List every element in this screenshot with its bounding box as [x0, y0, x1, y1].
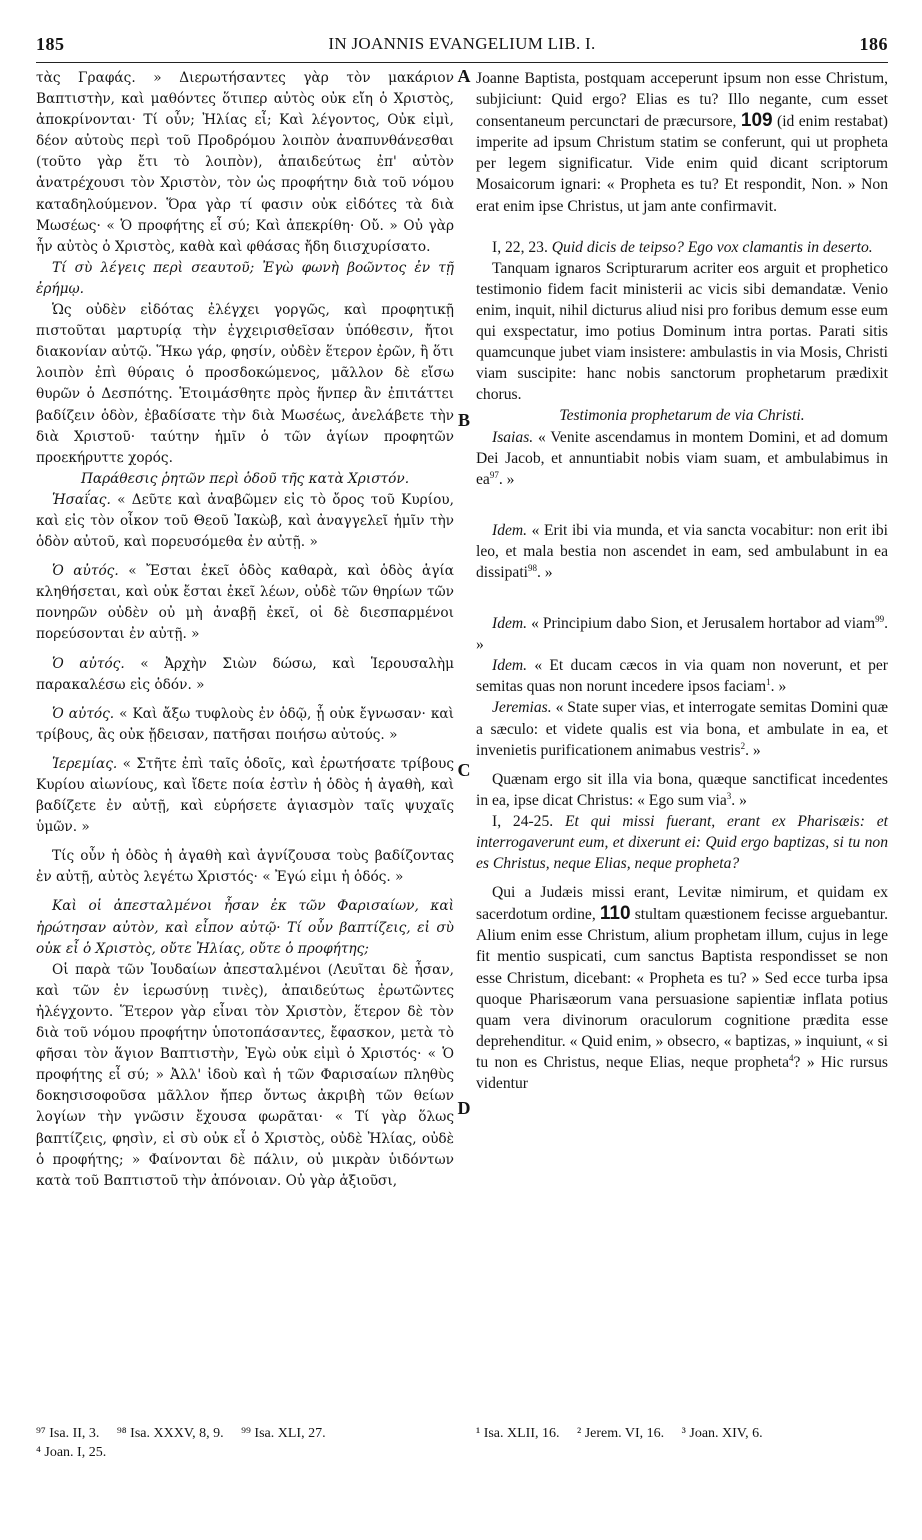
- quote-text: « Καὶ ἄξω τυφλοὺς ἐν ὁδῷ, ᾗ οὐκ ἔγνωσαν· καὶ τρίβους, ἃς οὐκ ᾔδεισαν, πατῆσαι ποιήσω αὐτούς. »: [36, 705, 454, 743]
- speaker-label: Ὁ αὐτός.: [52, 705, 115, 722]
- latin-lemma: [476, 237, 888, 258]
- greek-paragraph: τὰς Γραφάς. » Διερωτήσαντες γὰρ τὸν μακάριον Βαπτιστὴν, καὶ μαθόντες ὅτιπερ αὐτὸς οὐκ εἴη ὁ Χριστὸς, ἀποκρίνονται· Τί οὖν; Ἠλίας εἶ; Καὶ λέγοντος, Οὐκ εἰμὶ, δέον αὐτοὺς περὶ τοῦ Προδρόμου λοιπὸν ἀναπυνθάνεσθαι (τοῦτο γὰρ ἔτι τὸ λοιπὸν), ἀπαιδεύτως ἐπ' αὐτὸν ἀνατρέχουσι τὸν Χριστὸν, τὸν ὡς προφήτην διὰ τοῦ νόμου καταδηλούμενον. Ὅρα γὰρ τί φασιν οὐκ εἰδότες τὰ διὰ Μωσέως· « Ὁ προφήτης εἶ σύ; Καὶ ἀπεκρίθη· Οὔ. » Οὐ γὰρ ἦν αὐτὸς ὁ Χριστὸς, καθὰ καὶ φθάσας ἤδη διισχυρίσατο.: [36, 70, 454, 255]
- greek-quote-jeremias: [36, 754, 454, 838]
- margin-marker-c: C: [457, 760, 471, 780]
- greek-paragraph: Τίς οὖν ἡ ὁδὸς ἡ ἀγαθὴ καὶ ἁγνίζουσα τοὺς βαδίζοντας ἐν αὐτῇ, αὐτὸς λεγέτω Χριστός· « Ἐγώ εἰμι ἡ ὁδός. »: [36, 848, 454, 886]
- latin-paragraph: Tanquam ignaros Scripturarum acriter eos arguit et prophetico testimonio fidem facit ministerii ac vicis sibi demandatæ. Venio enim, inquit, nihil dicturus aliud nisi pro foribus demum esse eum qui exspectatur, imo potius Dominum intra portas. Parati sitis quamcunque jubet viam insistere: ambulastis in via Mosis, Christi viam suscipite: hanc nobis sanctorum prophetarum prædixit chorus.: [476, 259, 888, 404]
- latin-lemma: [476, 811, 888, 874]
- quote-end: . »: [498, 470, 515, 488]
- speaker-label: Ἡσαΐας.: [52, 491, 111, 508]
- quote-text: « Principium dabo Sion, et Jerusalem hortabor ad viam: [531, 615, 876, 633]
- quote-text: « State super vias, et interrogate semitas Domini quæ a sæculo: et videte qualis est via bona, et ambulate in ea, et invenietis purificationem animabus vestris: [476, 699, 888, 759]
- quote-text: « Δεῦτε καὶ ἀναβῶμεν εἰς τὸ ὄρος τοῦ Κυρίου, καὶ εἰς τὸν οἶκον τοῦ Θεοῦ Ἰακὼβ, καὶ ἀναγγελεῖ ἡμῖν τὴν ὁδὸν αὐτοῦ, καὶ πορευσόμεθα ἐν αὐτῇ. »: [36, 491, 454, 551]
- quote-text: « Ἔσται ἐκεῖ ὁδὸς καθαρὰ, καὶ ὁδὸς ἁγία κληθήσεται, καὶ οὐκ ἔσται ἐκεῖ λέων, οὐδὲ τῶν θηρίων τῶν πονηρῶν οὐδὲν οὐ μὴ ἀναβῇ ἐκεῖ, οἱ δὲ διεσπαρμένοι πορεύσονται ἐν αὐτῇ. »: [36, 563, 454, 643]
- lemma-text: Et qui missi fuerant, erant ex Pharisæis: et interrogaverunt eum, et dixerunt ei: Quid ergo baptizas, si tu non es Christus, neque Elias, neque propheta?: [476, 812, 888, 873]
- running-title: IN JOANNIS EVANGELIUM LIB. I.: [328, 34, 596, 53]
- running-header: [36, 34, 888, 63]
- greek-paragraph: Οἱ παρὰ τῶν Ἰουδαίων ἀπεσταλμένοι (Λευῖται δὲ ἦσαν, καὶ τῶν ἐν ἱερωσύνῃ τινὲς), ἀπαιδεύτως ἐρωτῶντες ἠλέγχοντο. Ἕτερον γὰρ εἶναι τὸν Χριστὸν, ἕτερον δὲ τὸν διὰ τοῦ νόμου προφήτην ὑποτοπάσαντες, ἔφασκον, μετὰ τὸ φῆσαι τὸν ἅγιον Βαπτιστὴν, Ἐγὼ οὐκ εἰμὶ ὁ Χριστός· « Ὁ προφήτης εἶ σύ; » Ἀλλ' ἰδοὺ καὶ ἡ τῶν Φαρισαίων πληθὺς δοκησισοφοῦσα μᾶλλον ἤπερ ὄντως ἀκριβὴ τῶν θείων λογίων τὴν γνῶσιν ἔχουσα φωρᾶται· « Τί γὰρ ὅλως βαπτίζεις, φησὶν, εἰ σὺ οὐκ εἶ ὁ Χριστὸς, οὐδὲ Ἠλίας, οὐδὲ ὁ προφήτης; » Φαίνονται δὲ πάλιν, οὐ μικρὰν ὑιδόντων κατὰ τοῦ Βαπτιστοῦ τὴν ἀπόνοιαν. Οὐ γὰρ ἀξιοῦσι,: [36, 961, 454, 1189]
- footnote: ⁴ Joan. I, 25.: [36, 1445, 107, 1460]
- greek-paragraph: Ὡς οὐδὲν εἰδότας ἐλέγχει γοργῶς, καὶ προφητικῇ πιστοῦται μαρτυρίᾳ τὴν ἐγχειρισθεῖσαν ὑπόθεσιν, ἤτοι διακονίαν αὐτῷ. Ἥκω γάρ, φησίν, οὐδὲν ἕτερον ἐρῶν, ἢ ὅτι λοιπὸν ἐπὶ θύραις ὁ προσδοκώμενος, μᾶλλον δὲ εἴσω θυρῶν ὁ Δεσπότης. Ἑτοιμάσθητε πρὸς ἥνπερ ἂν ἐπιτάττει βαδίζειν ὁδὸν, ἐβαδίσατε τὴν διὰ Μωσέως, ἀνελάβετε τὴν διὰ Χριστοῦ· ταύτην ἡμῖν ὁ τῶν ἁγίων προφητῶν προεκήρυττε χορός.: [36, 302, 454, 466]
- quote-text: « Στῆτε ἐπὶ ταῖς ὁδοῖς, καὶ ἐρωτήσατε τρίβους Κυρίου αἰωνίους, καὶ ἴδετε ποία ἐστὶν ἡ ὁδὸς ἡ ἀγαθὴ, καὶ βαδίζετε ἐν αὐτῇ, καὶ εὑρήσετε ἁγιασμὸν ταῖς ψυχαῖς ὑμῶν. »: [36, 755, 454, 836]
- latin-quote-isaias: [476, 427, 888, 490]
- latin-text: Quænam ergo sit illa via bona, quæque sanctificat incedentes in ea, ipse dicat Christus: « Ego sum via: [476, 770, 888, 809]
- footnote-ref: 4: [789, 1052, 794, 1063]
- footnote: ⁹⁷ Isa. II, 3.: [36, 1426, 100, 1441]
- latin-text: (id enim restabat) imperite ad ipsum Christum statim se conferunt, qui ut propheta per legem significatur. Vide enim quid dicant scriptorum Mosaicorum ignari: « Propheta es tu? Et respondit, Non. » Non erat enim ipse Christus, ut jam ante confirmavit.: [476, 113, 889, 215]
- latin-paragraph: [476, 882, 888, 1094]
- quote-text: « Erit ibi via munda, et via sancta vocabitur: non erit ibi leo, et mala bestia non ascendet in eam, sed ambulabunt in ea dissipati: [476, 521, 888, 581]
- footnote: ¹ Isa. XLII, 16.: [476, 1426, 560, 1441]
- latin-section-heading: Testimonia prophetarum de via Christi.: [559, 407, 805, 425]
- latin-quote-idem: [476, 520, 888, 583]
- latin-text: stultam quæstionem fecisse arguebantur. Alium enim esse Christum, alium prophetam illum, cujus in lege fit mentio suspicati, cum sanctus Baptista respondisset se non esse Christum, dicebant: « Propheta es tu? » Sed ecce turba ipsa quoque Pharisæorum vana persuasione sapientiæ inflata potius quam vera divinorum oraculorum cognitione prædita esse deprehenditur. « Quid enim, » obsecro, « baptizas, » inquiunt, « si tu non es Christus, neque Elias, neque propheta: [476, 906, 889, 1071]
- greek-footnotes: [36, 1424, 454, 1462]
- greek-lemma: Τί σὺ λέγεις περὶ σεαυτοῦ; Ἐγὼ φωνὴ βοῶντος ἐν τῇ ἐρήμῳ.: [36, 259, 454, 297]
- speaker-label: Ἱερεμίας.: [52, 755, 118, 772]
- latin-text: Joanne Baptista, postquam acceperunt ipsum non esse Christum, subjiciunt: Quid ergo? Elias es tu? Illo negante, cum esset consentaneum percunctari de præcursore,: [476, 70, 888, 131]
- quote-text: « Ἀρχὴν Σιὼν δώσω, καὶ Ἱερουσαλὴμ παρακαλέσω εἰς ὁδόν. »: [36, 655, 454, 693]
- speaker-label: Ὁ αὐτός.: [52, 655, 125, 672]
- latin-text: ? » Hic rursus videntur: [476, 1053, 888, 1093]
- latin-column: [476, 68, 888, 1094]
- latin-quote-idem: [476, 613, 888, 655]
- greek-column: [36, 68, 454, 1192]
- page-number-right: 186: [859, 34, 888, 54]
- quote-text: « Venite ascendamus in montem Domini, et ad domum Dei Jacob, et annuntiabit nobis viam suam, et ambulabimus in ea: [476, 428, 888, 488]
- latin-text: Qui a Judæis missi erant, Levitæ nimirum, et quidam ex sacerdotum ordine,: [476, 884, 888, 924]
- latin-paragraph: [476, 769, 888, 811]
- latin-footnotes: [476, 1424, 888, 1443]
- latin-quote-idem: [476, 655, 888, 697]
- footnote-ref: 97: [489, 469, 499, 480]
- footnote-ref: 99: [875, 613, 885, 624]
- quote-end: . »: [731, 791, 747, 809]
- verse-reference: I, 22, 23.: [492, 238, 548, 256]
- greek-lemma: Καὶ οἱ ἀπεσταλμένοι ἦσαν ἐκ τῶν Φαρισαίων, καὶ ἠρώτησαν αὐτὸν, καὶ εἶπον αὐτῷ· Τί οὖν βαπτίζεις, εἰ σὺ οὐκ εἶ ὁ Χριστὸς, οὔτε Ἠλίας, οὔτε ὁ προφήτης;: [36, 898, 454, 957]
- greek-quote-isaias: [36, 490, 454, 553]
- latin-paragraph: [476, 68, 888, 217]
- speaker-label: Idem.: [492, 521, 528, 539]
- speaker-label: Jeremias.: [492, 699, 552, 717]
- greek-section-heading: Παράθεσις ῥητῶν περὶ ὁδοῦ τῆς κατὰ Χριστόν.: [80, 470, 410, 487]
- footnote-ref: 3: [726, 790, 732, 801]
- margin-marker-a: A: [457, 66, 471, 86]
- footnote: ⁹⁹ Isa. XLI, 27.: [241, 1426, 326, 1441]
- page-number-left: 185: [36, 34, 65, 54]
- footnote-ref: 1: [766, 677, 771, 688]
- speaker-label: Isaias.: [492, 428, 534, 446]
- footnote: ³ Joan. XIV, 6.: [681, 1426, 763, 1441]
- column-number: 109: [740, 110, 773, 132]
- footnote: ⁹⁸ Isa. XXXV, 8, 9.: [116, 1426, 224, 1441]
- margin-marker-d: D: [457, 1098, 471, 1118]
- greek-quote-idem: [36, 704, 454, 746]
- latin-quote-jeremias: [476, 697, 888, 760]
- footnote: ² Jerem. VI, 16.: [577, 1426, 665, 1441]
- quote-end: . »: [770, 678, 787, 696]
- quote-text: « Et ducam cæcos in via quam non noverunt, et per semitas quas non norunt incedere ipsos faciam: [476, 657, 888, 696]
- margin-marker-b: B: [457, 410, 470, 430]
- greek-quote-idem: [36, 654, 454, 696]
- quote-end: . »: [745, 741, 761, 759]
- footnote-ref: 98: [527, 562, 537, 573]
- footnote-ref: 2: [740, 740, 746, 751]
- greek-quote-idem: [36, 561, 454, 645]
- lemma-text: Quid dicis de teipso? Ego vox clamantis in deserto.: [551, 238, 873, 256]
- speaker-label: Ὁ αὐτός.: [52, 563, 119, 580]
- verse-reference: I, 24-25.: [492, 812, 554, 830]
- column-number: 110: [599, 903, 631, 925]
- quote-end: . »: [536, 563, 553, 581]
- speaker-label: Idem.: [492, 657, 528, 675]
- speaker-label: Idem.: [492, 615, 528, 633]
- quote-end: . »: [476, 615, 888, 654]
